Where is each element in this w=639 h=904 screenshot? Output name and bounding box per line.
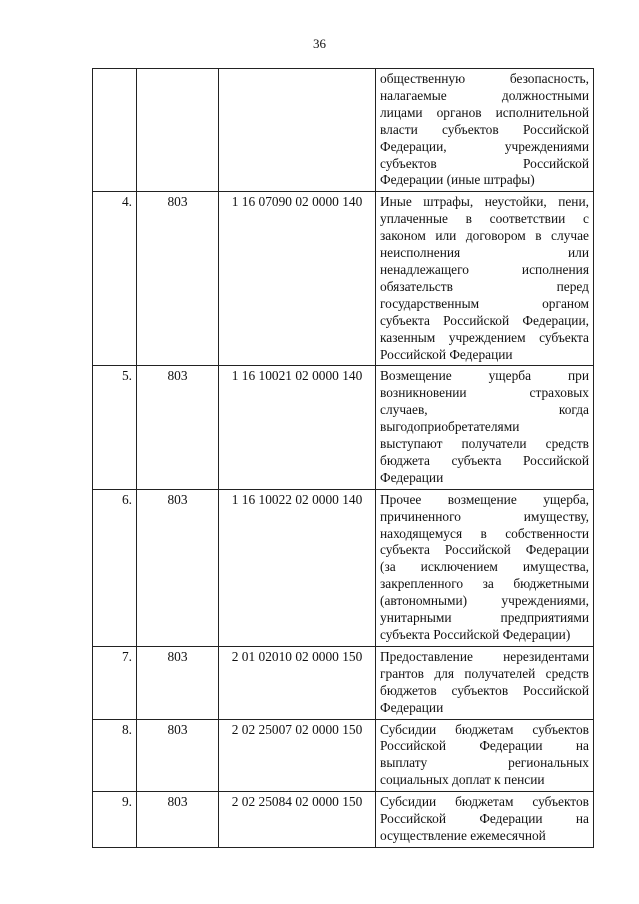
row-number-cell: 6. xyxy=(93,489,137,646)
admin-code-cell: 803 xyxy=(137,646,219,719)
description-line: возникновении страховых xyxy=(380,385,589,401)
description-line: социальных доплат к пенсии xyxy=(380,772,545,788)
description-line: закрепленного за бюджетными xyxy=(380,576,589,592)
description-line: унитарными предприятиями xyxy=(380,610,589,626)
admin-code-cell: 803 xyxy=(137,489,219,646)
row-number-cell: 7. xyxy=(93,646,137,719)
description-line: субъекта Российской Федерации) xyxy=(380,627,571,642)
table-row xyxy=(93,192,594,366)
description-line: Российской Федерации xyxy=(380,346,513,362)
description-cell xyxy=(376,719,594,792)
table-row xyxy=(93,719,594,792)
budget-code-cell: 1 16 10022 02 0000 140 xyxy=(219,489,376,646)
description-line: находящемуся в собственности xyxy=(380,525,589,541)
description-line: Российской Федерации на xyxy=(380,738,589,754)
description-line: субъектов Российской xyxy=(380,155,589,171)
table-body xyxy=(93,69,594,848)
revenue-codes-table xyxy=(92,68,594,848)
description-line: Российской Федерации на xyxy=(380,811,589,827)
description-line: выплату региональных xyxy=(380,755,589,771)
description-line: лицами органов исполнительной xyxy=(380,104,589,120)
description-cell xyxy=(376,192,594,366)
description-line: законом или договором в случае xyxy=(380,228,589,244)
row-number-cell: 4. xyxy=(93,192,137,366)
description-line: бюджета субъекта Российской xyxy=(380,452,589,468)
description-line: осуществление ежемесячной xyxy=(380,827,546,843)
description-line: причиненного имуществу, xyxy=(380,508,589,524)
description-line: случаев, когда xyxy=(380,402,589,418)
description-line: Федерации, учреждениями xyxy=(380,138,589,154)
row-number-cell xyxy=(93,69,137,192)
description-line: Субсидии бюджетам субъектов xyxy=(380,794,589,810)
description-line: власти субъектов Российской xyxy=(380,121,589,137)
description-line: ненадлежащего исполнения xyxy=(380,261,589,277)
description-line: грантов для получателей средств xyxy=(380,665,589,681)
description-cell xyxy=(376,646,594,719)
budget-code-cell: 1 16 07090 02 0000 140 xyxy=(219,192,376,366)
description-line: выступают получатели средств xyxy=(380,436,589,452)
description-line: казенным учреждением субъекта xyxy=(380,329,589,345)
description-cell xyxy=(376,69,594,192)
description-line: уплаченные в соответствии с xyxy=(380,211,589,227)
admin-code-cell: 803 xyxy=(137,192,219,366)
description-cell xyxy=(376,792,594,848)
description-line: Субсидии бюджетам субъектов xyxy=(380,721,589,737)
description-line: Прочее возмещение ущерба, xyxy=(380,491,589,507)
description-line: Федерации (иные штрафы) xyxy=(380,172,535,188)
description-line: Иные штрафы, неустойки, пени, xyxy=(380,194,589,210)
description-line: выгодоприобретателями xyxy=(380,419,520,435)
table-row xyxy=(93,792,594,848)
table-row xyxy=(93,489,594,646)
admin-code-cell: 803 xyxy=(137,719,219,792)
admin-code-cell: 803 xyxy=(137,792,219,848)
table-row xyxy=(93,646,594,719)
row-number-cell: 9. xyxy=(93,792,137,848)
admin-code-cell xyxy=(137,69,219,192)
description-line: Предоставление нерезидентами xyxy=(380,648,589,664)
description-line: Федерации xyxy=(380,699,444,715)
budget-code-cell: 1 16 10021 02 0000 140 xyxy=(219,366,376,489)
budget-code-cell xyxy=(219,69,376,192)
description-line: государственным органом xyxy=(380,295,589,311)
budget-code-cell: 2 02 25084 02 0000 150 xyxy=(219,792,376,848)
row-number-cell: 5. xyxy=(93,366,137,489)
description-line: налагаемые должностными xyxy=(380,87,589,103)
description-line: общественную безопасность, xyxy=(380,71,589,86)
budget-code-cell: 2 01 02010 02 0000 150 xyxy=(219,646,376,719)
description-line: неисполнения или xyxy=(380,245,589,261)
description-line: (автономными) учреждениями, xyxy=(380,593,589,609)
description-line: Возмещение ущерба при xyxy=(380,368,589,384)
description-cell xyxy=(376,489,594,646)
description-line: субъекта Российской Федерации xyxy=(380,542,589,558)
admin-code-cell: 803 xyxy=(137,366,219,489)
description-line: субъекта Российской Федерации, xyxy=(380,312,589,328)
description-line: обязательств перед xyxy=(380,278,589,294)
page-number: 36 xyxy=(313,36,326,51)
table-row xyxy=(93,69,594,192)
description-line: (за исключением имущества, xyxy=(380,559,589,575)
table-row xyxy=(93,366,594,489)
description-cell xyxy=(376,366,594,489)
description-line: бюджетов субъектов Российской xyxy=(380,682,589,698)
row-number-cell: 8. xyxy=(93,719,137,792)
description-line: Федерации xyxy=(380,469,444,485)
budget-code-cell: 2 02 25007 02 0000 150 xyxy=(219,719,376,792)
